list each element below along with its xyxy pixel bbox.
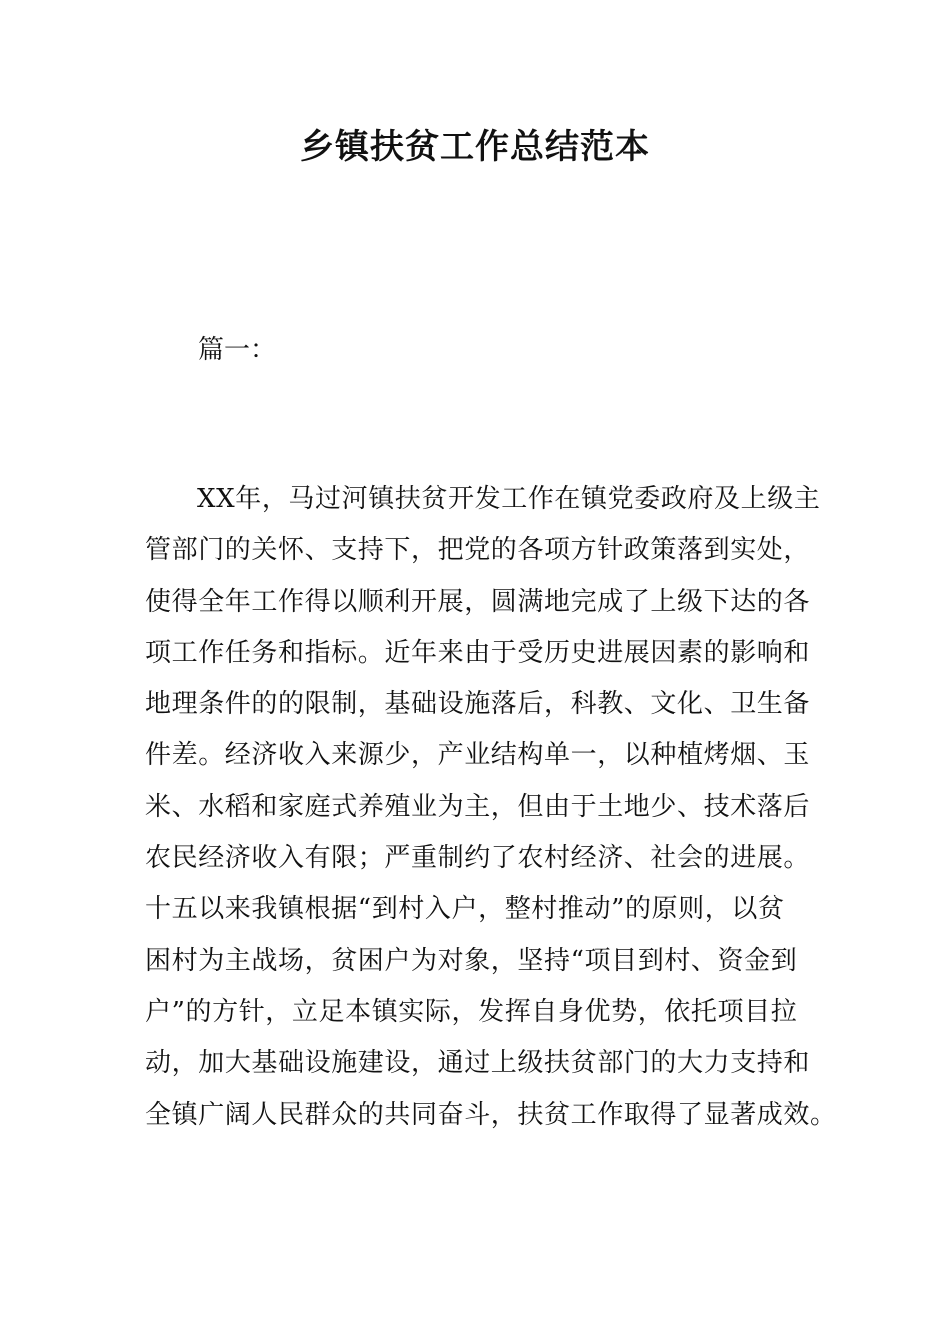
- paragraph-line: 地理条件的的限制，基础设施落后，科教、文化、卫生备: [145, 689, 811, 720]
- paragraph-line: 米、水稻和家庭式养殖业为主，但由于土地少、技术落后: [145, 791, 811, 822]
- paragraph-line: 农民经济收入有限；严重制约了农村经济、社会的进展。: [145, 843, 811, 874]
- document-title: 乡镇扶贫工作总结范本: [300, 127, 650, 167]
- paragraph-line: 项工作任务和指标。近年来由于受历史进展因素的影响和: [145, 637, 811, 668]
- paragraph-line: 困村为主战场，贫困户为对象，坚持“项目到村、资金到: [145, 945, 798, 976]
- paragraph-line: 件差。经济收入来源少，产业结构单一，以种植烤烟、玉: [145, 740, 811, 771]
- paragraph-line: XX年，马过河镇扶贫开发工作在镇党委政府及上级主: [197, 484, 821, 514]
- body-paragraph: [145, 474, 837, 1141]
- paragraph-line: 动，加大基础设施建设，通过上级扶贫部门的大力支持和: [145, 1048, 811, 1079]
- paragraph-line: 管部门的关怀、支持下，把党的各项方针政策落到实处，: [145, 535, 811, 566]
- paragraph-line: 户”的方针，立足本镇实际，发挥自身优势，依托项目拉: [145, 996, 798, 1027]
- paragraph-line: 十五以来我镇根据“到村入户，整村推动”的原则，以贫: [145, 894, 785, 925]
- paragraph-line: 全镇广阔人民群众的共同奋斗，扶贫工作取得了显著成效。: [145, 1099, 837, 1130]
- paragraph-line: 使得全年工作得以顺利开展，圆满地完成了上级下达的各: [145, 586, 811, 617]
- section-label: 篇一：: [198, 335, 277, 365]
